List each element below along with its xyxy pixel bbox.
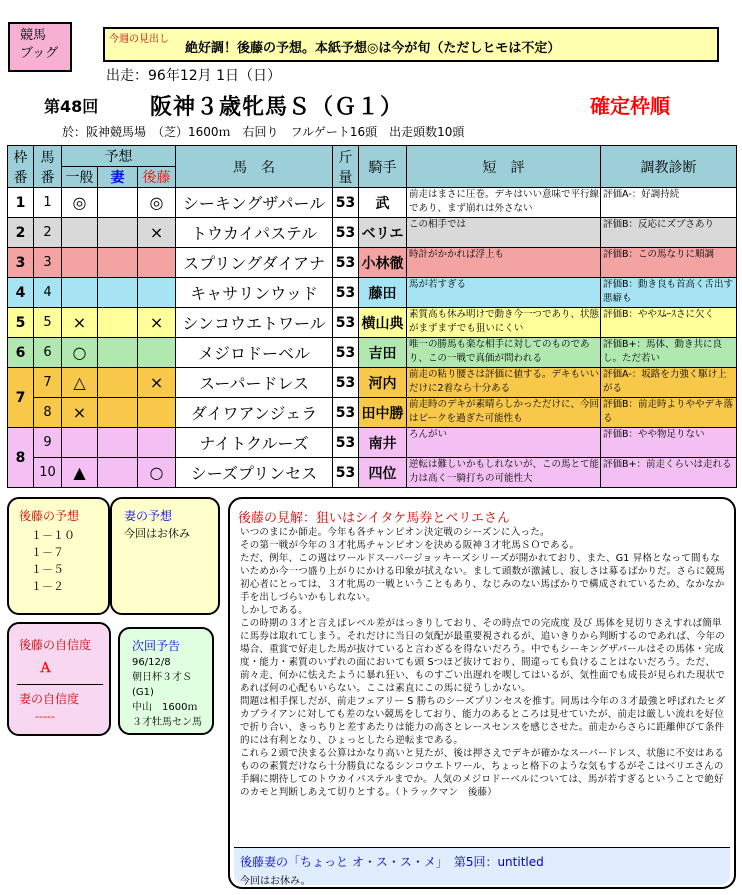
- tsuma-yoso-text: 今回はお休み: [124, 527, 190, 540]
- chokyo-cell: 評価B+：前走くらいは走れる: [601, 458, 737, 488]
- goto-mark: ×: [138, 368, 176, 398]
- goto-yoso-box: [7, 497, 110, 615]
- jockey-cell: 河内: [359, 368, 407, 398]
- tsuma-mark: [98, 218, 138, 248]
- tsuma-mark: [98, 248, 138, 278]
- commentary-paragraph: その第一戦が今年の３才牝馬チャンピオンを決める阪神３才牝馬ＳＯである。: [240, 540, 580, 551]
- tanpyo-cell: 前走はまさに圧巻。デキはいい意味で平行線であり、まず崩れは外さない: [407, 188, 601, 218]
- ippan-mark: [62, 428, 98, 458]
- waku-cell: 2: [8, 218, 34, 248]
- header-tanpyo: 短 評: [407, 146, 601, 188]
- tsuma-mark: [98, 338, 138, 368]
- ippan-mark: ×: [62, 308, 98, 338]
- header-kin: 斤 量: [333, 146, 359, 188]
- horse-name: メジロドーベル: [176, 338, 333, 368]
- umaban-cell: 8: [34, 398, 62, 428]
- tsuma-mark: [98, 278, 138, 308]
- tsuma-mark: [98, 368, 138, 398]
- ippan-mark: ◎: [62, 188, 98, 218]
- commentary-paragraph: ただ、例年、この週はワールドスーパージョッキーズシリーズが開かれており、また、G1 昇格となって間もないためか今一つ盛り上がりにかける印象が拭えない。まして頭数が激減し、寂しさは募るばかりだ。さらに競馬初心者にとっては、３才牝馬の一戦ということもあり、なじみのない馬ばかりで構成されているため、なかなか手を出しづらいかもしれない。: [240, 553, 726, 603]
- header-waku: 枠 番: [8, 146, 34, 188]
- tanpyo-cell: 時計がかかれば浮上も: [407, 248, 601, 278]
- tsuma-mark: [98, 188, 138, 218]
- umaban-cell: 1: [34, 188, 62, 218]
- kinryo-cell: 53: [333, 338, 359, 368]
- kinryo-cell: 53: [333, 218, 359, 248]
- headline-tag: 今週の見出し: [109, 34, 169, 45]
- goto-mark: [138, 428, 176, 458]
- kinryo-cell: 53: [333, 368, 359, 398]
- jockey-cell: 藤田: [359, 278, 407, 308]
- goto-mark: ×: [138, 218, 176, 248]
- chokyo-cell: 評価B：ややｽﾑｰｽさに欠く: [601, 308, 737, 338]
- tsuma-mark: [98, 458, 138, 488]
- waku-cell: 1: [8, 188, 34, 218]
- chokyo-cell: 評価B：反応にズブさあり: [601, 218, 737, 248]
- jockey-cell: 吉田: [359, 338, 407, 368]
- tanpyo-cell: 素質高も休み明けで動き今一つであり、状態がまずまずでも狙いにくい: [407, 308, 601, 338]
- kinryo-cell: 53: [333, 458, 359, 488]
- header-chokyo: 調教診断: [601, 146, 737, 188]
- commentary-paragraph: しかしである。: [240, 605, 308, 616]
- waku-cell: 3: [8, 248, 34, 278]
- kinryo-cell: 53: [333, 308, 359, 338]
- chokyo-cell: 評価B：動き良も首高く舌出す悪癖も: [601, 278, 737, 308]
- commentary-paragraph: この時期の３才と言えばレベル差がはっきりしており、その時点での完成度 及び 馬体を見切りさえすれば簡単に馬券は取れてしまう。それだけに当日の気配が最重要視されるが、追いきりから判断するのであれば、今年の場合、重賞で好走した馬が抜けていると言わざるを得ないだろう。中でもシーキングザパールはその馬体・完成度・能力・素質のいずれの面においても頭 Sつほど抜けており、間違っても負けることはないだろう。ただ、前々走、何かに怯えたように暴れ狂い、ものすごい出遅れを喫してはいるが、気性面でも成長が見られた現状であれば何の心配もいらない。ここは素直にこの馬に従うしかない。: [240, 618, 726, 694]
- horse-row: [8, 458, 737, 488]
- race-info: 於：阪神競馬場 （芝）1600ｍ 右回り フルゲート16頭 出走頭数10頭: [62, 125, 465, 139]
- kinryo-cell: 53: [333, 398, 359, 428]
- goto-conf-title: 後藤の自信度: [19, 638, 92, 652]
- chokyo-cell: 評価A-：坂路を力強く駆け上がる: [601, 368, 737, 398]
- race-name: 阪神３歳牝馬Ｓ（Ｇ１）: [150, 95, 404, 120]
- horse-name: シーキングザパール: [176, 188, 333, 218]
- status-label: 確定枠順: [590, 94, 670, 118]
- waku-cell: 4: [8, 278, 34, 308]
- confidence-box: [7, 622, 111, 736]
- pick: １－５: [31, 563, 64, 576]
- tsuma-conf-title: 妻の自信度: [19, 692, 80, 706]
- tsuma-yoso-title: 妻の予想: [124, 509, 173, 523]
- header-yoso: 予想: [62, 146, 176, 167]
- jockey-cell: 四位: [359, 458, 407, 488]
- tsuma-mark: [98, 308, 138, 338]
- goto-mark: ×: [138, 308, 176, 338]
- logo-line1: 競馬: [20, 28, 47, 43]
- ippan-mark: [62, 218, 98, 248]
- pick: １－７: [31, 546, 64, 559]
- chokyo-cell: 評価B+：馬体、動き共に良し。ただ若い: [601, 338, 737, 368]
- tanpyo-cell: 前走時のデキが素晴らしかっただけに、今回はピークを過ぎた可能性も: [407, 398, 601, 428]
- headline-box: [103, 27, 719, 62]
- race-date: 出走：96年12月 1日（日）: [106, 68, 281, 84]
- jockey-cell: 横山典: [359, 308, 407, 338]
- horse-row: [8, 398, 737, 428]
- jockey-cell: ベリエ: [359, 218, 407, 248]
- chokyo-cell: 評価B：やや物足りない: [601, 428, 737, 458]
- jockey-cell: 小林徹: [359, 248, 407, 278]
- horse-name: スプリングダイアナ: [176, 248, 333, 278]
- ippan-mark: [62, 248, 98, 278]
- tanpyo-cell: 馬が若すぎる: [407, 278, 601, 308]
- goto-conf-value: Ａ: [39, 661, 53, 676]
- horse-row: [8, 368, 737, 398]
- horse-name: ナイトクルーズ: [176, 428, 333, 458]
- headline-text: 絶好調！後藤の予想。本紙予想◎は今が旬（ただしヒモは不定）: [185, 41, 561, 56]
- horse-name: キャサリンウッド: [176, 278, 333, 308]
- goto-mark: ○: [138, 458, 176, 488]
- kinryo-cell: 53: [333, 248, 359, 278]
- umaban-cell: 5: [34, 308, 62, 338]
- header-bamei: 馬 名: [176, 146, 333, 188]
- goto-mark: [138, 278, 176, 308]
- commentary-paragraph: これら２頭で決まる公算はかなり高いと見たが、後は押さえでデキが確かなスーパードレス、状態に不安はあるものの素質だけなら十分勝負になるシンコウエトワール、ちょっと格下のような気もするがそこはベリエさんの手綱に期待してのトウカイパステルまでか。人気のメジロドーベルについては、馬が若すぎるということで絶好のカモと判断しあえて切りとする。（トラックマン 後藤）: [240, 748, 725, 798]
- umaban-cell: 7: [34, 368, 62, 398]
- umaban-cell: 4: [34, 278, 62, 308]
- footer-text: 今回はお休み。: [240, 876, 311, 887]
- race-table: [7, 145, 737, 488]
- next-title: 次回予告: [132, 639, 181, 653]
- jockey-cell: 武: [359, 188, 407, 218]
- next-race-box: [118, 627, 214, 735]
- horse-name: トウカイパステル: [176, 218, 333, 248]
- umaban-cell: 3: [34, 248, 62, 278]
- header-goto: 後藤: [138, 167, 176, 188]
- waku-cell: 7: [8, 368, 34, 428]
- tsuma-mark: [98, 428, 138, 458]
- goto-yoso-title: 後藤の予想: [19, 509, 80, 523]
- chokyo-cell: 評価B：この馬なりに順調: [601, 248, 737, 278]
- tanpyo-cell: ろんがい: [407, 428, 601, 458]
- ippan-mark: △: [62, 368, 98, 398]
- jockey-cell: 南井: [359, 428, 407, 458]
- waku-cell: 5: [8, 308, 34, 338]
- ippan-mark: [62, 278, 98, 308]
- horse-row: [8, 248, 737, 278]
- goto-yoso-picks: [31, 527, 75, 595]
- tsuma-mark: [98, 398, 138, 428]
- horse-row: [8, 308, 737, 338]
- tanpyo-cell: 逆転は難しいかもしれないが、この馬とて能力は高く一騎打ちの可能性大: [407, 458, 601, 488]
- goto-mark: [138, 248, 176, 278]
- next-lines: 96/12/8 朝日杯３才Ｓ (G1) 中山 1600ｍ ３才牡馬セン馬: [132, 657, 202, 728]
- commentary-box: [228, 497, 736, 889]
- race-number: 第48回: [44, 97, 99, 116]
- footer-title: 後藤妻の「ちょっと オ・ス・ス・メ」 第5回：untitled: [240, 855, 544, 869]
- tanpyo-cell: この相手では: [407, 218, 601, 248]
- tsuma-conf-value: -----: [35, 710, 55, 723]
- commentary-paragraph: 問題は相手探しだが、前走フェアリー S 勝ちのシーズプリンセスを推す。同馬は今年の３才最強と呼ばれたヒダカブライアンに対しても差のない競馬をしており、能力のあるところは見せていたが、前走は厳しい流れを好位で折り合い、きっちりと差すあたりは能力の高さとレースセンスを感じさせた。前走からさらに距離伸びて条件的には有利となり、ひょっとしたら逆転まである。: [240, 696, 726, 746]
- ippan-mark: ×: [62, 398, 98, 428]
- horse-name: シーズプリンセス: [176, 458, 333, 488]
- commentary-body: [240, 526, 728, 799]
- umaban-cell: 9: [34, 428, 62, 458]
- horse-name: ダイワアンジェラ: [176, 398, 333, 428]
- commentary-title: 後藤の見解：狙いはシイタケ馬券とベリエさん: [238, 511, 511, 526]
- header-ippan: 一般: [62, 167, 98, 188]
- horse-row: [8, 428, 737, 458]
- ippan-mark: ▲: [62, 458, 98, 488]
- logo-line2: ブッグ: [20, 46, 59, 61]
- kinryo-cell: 53: [333, 278, 359, 308]
- goto-mark: [138, 338, 176, 368]
- pick: １－１０: [31, 529, 75, 542]
- waku-cell: 8: [8, 428, 34, 488]
- header-tsuma: 妻: [98, 167, 138, 188]
- kinryo-cell: 53: [333, 428, 359, 458]
- horse-row: [8, 218, 737, 248]
- header-uma: 馬 番: [34, 146, 62, 188]
- commentary-footer: [234, 847, 730, 885]
- logo: [8, 22, 72, 72]
- header-kishu: 騎手: [359, 146, 407, 188]
- horse-name: シンコウエトワール: [176, 308, 333, 338]
- tsuma-yoso-box: [110, 497, 220, 615]
- tanpyo-cell: 唯一の勝馬も楽な相手に対してのものであり、この一戦で真価が問われる: [407, 338, 601, 368]
- tanpyo-cell: 前走の粘り腰さは評価に値する。デキもいいだけに2着なら十分ある: [407, 368, 601, 398]
- horse-row: [8, 278, 737, 308]
- pick: １－２: [31, 580, 64, 593]
- kinryo-cell: 53: [333, 188, 359, 218]
- goto-mark: ◎: [138, 188, 176, 218]
- jockey-cell: 田中勝: [359, 398, 407, 428]
- horse-name: スーパードレス: [176, 368, 333, 398]
- waku-cell: 6: [8, 338, 34, 368]
- umaban-cell: 10: [34, 458, 62, 488]
- horse-row: [8, 338, 737, 368]
- goto-mark: [138, 398, 176, 428]
- commentary-paragraph: いつのまにか師走。今年も各チャンピオン決定戦のシーズンに入った。: [240, 527, 550, 538]
- umaban-cell: 2: [34, 218, 62, 248]
- chokyo-cell: 評価A-：好調持続: [601, 188, 737, 218]
- umaban-cell: 6: [34, 338, 62, 368]
- horse-row: [8, 188, 737, 218]
- chokyo-cell: 評価B：前走時よりややデキ落る: [601, 398, 737, 428]
- ippan-mark: ○: [62, 338, 98, 368]
